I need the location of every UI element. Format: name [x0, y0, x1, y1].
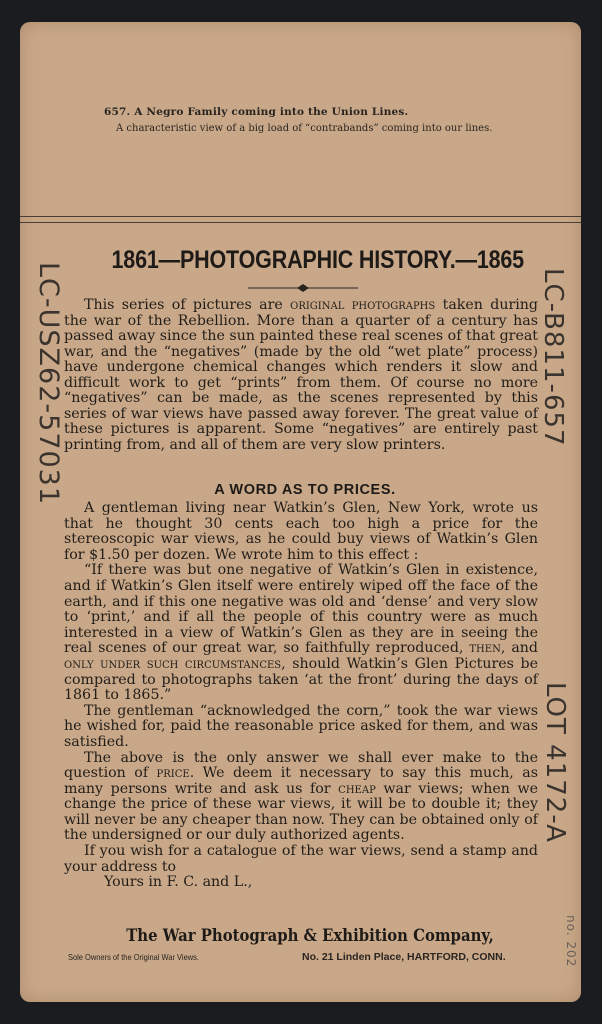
stereograph-card-back	[20, 22, 581, 1002]
quote-text-2: , and	[500, 640, 538, 657]
intro-paragraph	[64, 298, 538, 453]
handwritten-id-right-top: LC-B811-657	[538, 268, 568, 447]
answer-emphasis-price: price	[156, 765, 190, 782]
page-title: 1861—PHOTOGRAPHIC HISTORY.—1865	[111, 246, 524, 274]
quote-text-1: “If there was but one negative of Watkin’s Glen in existence, and if Watkin’s Glen itself were entirely wiped off the face of the earth, and if this one negative was old and ‘dense’ and very slow to ‘print,’ and if all the people of this country were as much interested in a view of Watkin’s Glen as they are in seeing the real scenes of our great war, so faithfully reproduced,	[64, 562, 538, 657]
answer-text-2: . We deem it necessary to say this much, as many persons write and ask us for	[64, 765, 538, 797]
caption-block	[104, 106, 504, 134]
prices-paragraph-4	[64, 751, 538, 845]
answer-text-1: The above is the only answer we shall ever make to the question of	[64, 749, 538, 782]
prices-paragraph-5: If you wish for a catalogue of the war views, send a stamp and your address to	[64, 843, 538, 875]
handwritten-note: no. 202	[564, 915, 578, 968]
handwritten-id-left: LC-USZ62-57031	[33, 262, 64, 506]
answer-emphasis-cheap: cheap	[338, 780, 376, 797]
intro-emphasis: original photographs	[290, 297, 436, 313]
answer-text-3: war views; when we change the price of these war views, it will be to double it; they will never be any cheaper than now. They can be obtained only of the undersigned or our duly authorized agents.	[64, 780, 538, 844]
caption-description: A characteristic view of a big load of “contrabands” coming into our lines.	[116, 123, 493, 134]
quote-emphasis-only: only under such circumstances	[64, 655, 282, 672]
prices-section	[64, 501, 538, 891]
company-name: The War Photograph & Exhibition Company,	[126, 926, 494, 945]
handwritten-lot-number: LOT 4172-A	[540, 682, 570, 843]
quote-emphasis-then: then	[469, 640, 501, 657]
intro-text-1: This series of pictures are	[84, 297, 291, 313]
footer-owners: Sole Owners of the Original War Views.	[68, 952, 199, 962]
prices-paragraph-2	[64, 563, 538, 703]
section-heading-prices: A WORD AS TO PRICES.	[214, 482, 396, 498]
intro-text-2: taken during the war of the Rebellion. More than a quarter of a century has passed away since the sun painted these real scenes of that great war, and the “negatives” (made by the old “wet plate” process) have undergone chemical changes which renders it slow and difficult work to get “prints” from them. Of course no more “negatives” can be made, as the scenes represented by this series of war views have passed away forever. The great value of these pictures is apparent. Some “negatives” are entirely past printing from, and all of them are very slow printers.	[64, 297, 539, 453]
caption-title: 657. A Negro Family coming into the Union Lines.	[104, 106, 409, 118]
ornament-divider-icon	[248, 284, 358, 292]
footer-address: No. 21 Linden Place, HARTFORD, CONN.	[302, 951, 506, 963]
quote-text-3: , should Watkin’s Glen Pictures be compared to photographs taken ‘at the front’ during the days of 1861 to 1865.”	[64, 655, 538, 704]
prices-paragraph-1: A gentleman living near Watkin’s Glen, New York, wrote us that he thought 30 cents each too high a price for the stereoscopic war views, as he could buy views of Watkin’s Glen for $1.50 per dozen. We wrote him to this effect :	[64, 500, 538, 563]
signature-line: Yours in F. C. and L.,	[104, 874, 253, 891]
divider-line-top	[20, 216, 581, 217]
divider-line-bottom	[20, 222, 581, 223]
prices-paragraph-3: The gentleman “acknowledged the corn,” took the war views he wished for, paid the reasonable price asked for them, and was satisfied.	[64, 702, 538, 750]
